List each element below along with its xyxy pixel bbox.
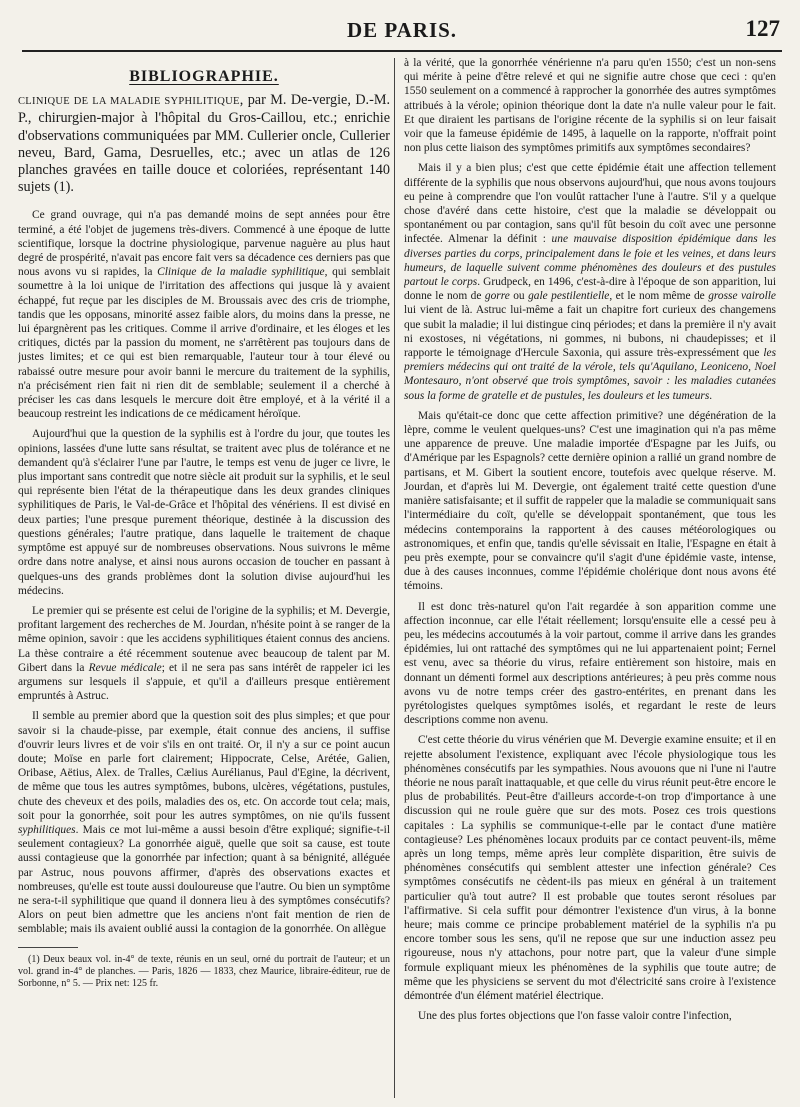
right-body <box>404 56 776 1023</box>
text-run: à la vérité, que la gonorrhée vénérienne n'a paru qu'en 1550; c'est un non-sens qui mérite à peine d'être relevé et qui ne signifie autre chose que ceci : qu'en 1550 seulement on a commencé à rapprocher la gonorrhée des autres symptômes attribués à la vérole; opinion théorique dont la date n'a nulle valeur pour le fait. Et que diraient les partisans de l'origine récente de la syphilis si on leur faisait voir que la fameuse épidémie de 1495, à laquelle on la rapporte, n'offrait point non plus cette liaison des symptômes primitifs aux symptômes secondaires? <box>404 57 776 155</box>
text-run: Aujourd'hui que la question de la syphilis est à l'ordre du jour, que toutes les opinions, lassées d'une lutte sans résultat, se traitent avec plus de tolérance et ne demandent qu'à s'éclairer l'une par l'autre, le temps est venu de juger ce livre, le plus important sans contredit que notre siècle ait produit sur la syphilis, et le seul qui représente bien l'état de la thérapeutique dans les deux grandes cliniques syphilitiques de Paris, le Val-de-Grâce et l'hôpital des vénériens. Il est divisé en deux parties; l'une presque purement théorique, destinée à la discussion des questions générales; l'autre pratique, dans laquelle le traitement de chaque symptôme est appuyé sur de nombreuses observations. Nous suivrons le même ordre dans notre analyse, et ainsi nous aurons occasion de toucher en passant à quelques-uns des grands problèmes dont la solution divise aujourd'hui les médecins. <box>18 428 390 597</box>
footnote: (1) Deux beaux vol. in-4° de texte, réunis en un seul, orné du portrait de l'auteur; et un vol. grand in-4° de planches. — Paris, 1826 — 1833, chez Maurice, libraire-éditeur, rue de Sorbonne, n° 5. — Prix net: 125 fr. <box>18 953 390 989</box>
italic-text: les premiers médecins qui ont traité de la vérole, tels qu'Aquilano, Leoniceno, Noel Montesauro, n'ont observé que trois symptômes, savoir : les maladies cutanées sous la forme de gratelle et de pustules, les douleurs et les tumeurs <box>404 347 776 402</box>
text-run: , et le nom même de <box>609 290 709 303</box>
paragraph <box>404 409 776 594</box>
text-run: Mais il y a bien plus; c'est que cette épidémie était une affection tellement différente de la syphilis que nous observons aujourd'hui, que nous avons toujours eu peine à comprendre que l'on voulût rattacher l'une à l'autre. S'il y a quelque chose d'avéré dans cette histoire, c'est que la maladie se développait ou spontanément ou par contagion, sans qu'il fût besoin du coït avec une personne infectée. Almenar la définit : <box>404 162 776 246</box>
italic-text: Revue médicale <box>88 661 162 674</box>
text-run: C'est cette théorie du virus vénérien que M. Devergie examine ensuite; et il en rejette absolument l'existence, expliquant avec l'école physiologique tous les phénomènes consécutifs par les sympathies. Nous avouons que ni l'une ni l'autre théorie ne nous paraît inattaquable, et que celle du virus réunit peut-être encore le plus de probabilités. Peut-être d'ailleurs accorde-t-on trop d'importance à une discussion qui ne roule guère que sur des mots. Posez ces trois questions capitales : La syphilis se communique-t-elle par le contact d'une matière contagieuse? Les phénomènes locaux produits par ce contact peuvent-ils, même après un long temps, même après leur complète disparition, être suivis de phénomènes consécutifs qui semblent attester une infection générale? Ces symptômes consécutifs ne cèdent-ils pas mieux en général à un traitement particulier qu'à tout autre? Il est probable que toutes seront résolues par l'affirmative. Si cela suffit pour démontrer l'existence d'un virus, à la bonne heure; mais comme ce principe probablement matériel de la syphilis n'a pu encore tomber sous les sens, qu'il ne repose que sur une induction assez peu rigoureuse, nous n'y attachons, pour notre part, que la valeur d'une simple formule expliquant mieux les phénomènes de la syphilis que toute autre; de même que les physiciens se servent du mot d'électricité sans croire à l'existence démontrée d'un élément matériel électrique. <box>404 734 776 1002</box>
paragraph <box>404 161 776 402</box>
text-run: Une des plus fortes objections que l'on fasse valoir contre l'infection, <box>418 1010 732 1023</box>
text-run: . Mais ce mot lui-même a aussi besoin d'être expliqué; signifie-t-il seulement contagieux? La gonorrhée aiguë, quelle que soit sa cause, est toute aussi contagieuse que la gonorrhée par infection; quant à sa bénignité, alléguée par Astruc, nous pouvons affirmer, d'après des observations exactes et nombreuses, qu'elle est toute aussi douloureuse que l'autre. Ou bien un symptôme ne sera-t-il syphilitique que quand il donnera lieu à des symptômes consécutifs? Alors on peut bien admettre que les anciens n'ont fait mention de rien de semblable; mais ils avaient oublié aussi la contagion de la gonorrhée. On allègue <box>18 823 390 936</box>
italic-text: grosse vairolle <box>708 290 776 303</box>
paragraph <box>18 208 390 421</box>
left-column <box>18 56 390 1101</box>
italic-text: syphilitiques <box>18 823 76 836</box>
paragraph <box>18 427 390 597</box>
paragraph <box>404 1009 776 1023</box>
italic-text: une mauvaise disposition épidémique dans les diverses parties du corps, principalement dans le foie et les veines, et dans leurs humeurs, de laquelle suivent comme phénomènes des douleurs et des pustules partout le corps <box>404 233 776 289</box>
book-announcement <box>18 92 390 196</box>
header-rule <box>22 50 782 52</box>
text-run: Il semble au premier abord que la question soit des plus simples; et que pour savoir si la chaude-pisse, par exemple, était connue des anciens, il suffise d'ouvrir leurs livres et de voir s'ils en ont traité. Or, il n'y a sur ce point aucun doute; Moïse en parle fort clairement; Hippocrate, Celse, Arétée, Galien, Oribase, Aëtius, Alex. de Tralles, Cælius Aurélianus, Paul d'Egine, la décrivent, de même que tous les autres symptômes, bubons, ulcères, végétations, pustules, chute des cheveux et des poils, maladies des os, etc. On accorde tout cela; mais, soit pour la gonorrhée, soit pour les autres symptômes, on nie qu'ils fussent <box>18 710 390 822</box>
book-title: CLINIQUE DE LA MALADIE SYPHILITIQUE <box>18 96 240 108</box>
section-title: BIBLIOGRAPHIE. <box>129 68 279 85</box>
footnote-rule <box>18 947 78 948</box>
italic-text: gale pestilentielle <box>528 290 610 303</box>
paragraph <box>404 733 776 1003</box>
page-header <box>22 14 782 48</box>
italic-text: gorre <box>484 290 510 303</box>
paragraph <box>18 709 390 936</box>
paragraph <box>404 600 776 728</box>
running-title: DE PARIS. <box>346 18 458 42</box>
text-run: Il est donc très-naturel qu'on l'ait regardée à son apparition comme une affection inconnue, car elle l'était réellement; lorsqu'ensuite elle a cessé peu à peu, les médecins accoutumés à la voir partout, comme il arrive dans les grandes épidémies, lui ont rattaché des symptômes qui ne lui appartenaient point; Fernel est venu, avec sa théorie du virus, refaire entièrement son histoire, mais en donnant un démenti formel aux descriptions antérieures; à peu près comme nous avons vu de notre temps créer des gastro-entérites, en prenant dans les pyrétologistes quelques symptômes isolés, et regardant le reste de leurs descriptions comme non avenu. <box>404 600 776 727</box>
text-run: . Grudpeck, en 1496, c'est-à-dire à l'époque de son apparition, lui donne le nom de <box>404 276 776 303</box>
text-run: Ce grand ouvrage, qui n'a pas demandé moins de sept années pour être terminé, a été l'objet de jugemens très-divers. Commencé à une époque de lutte scientifique, lorsque la doctrine physiologique, parvenue naguère au plus haut degré de prospérité, n'avait pas encore fait vers sa décadence ces derniers pas que nous avons vu si rapides, la <box>18 209 390 279</box>
right-column <box>404 56 776 1101</box>
text-run: ou <box>509 290 529 303</box>
text-run: , qui semblait soumettre à la loi unique de l'irritation des affections qui jusque là y avaient échappé, fut reçue par les disciples de M. Broussais avec des cris de triomphe, tandis que les opposans, minorité assez faible alors, du moins dans la presse, ne lui épargnèrent pas les critiques. Comme il arrive d'ordinaire, et les éloges et les critiques, dictés par la passion du moment, ne s'arrêtèrent pas toujours dans de justes limites; et ce qui est bien remarquable, l'auteur tour à tour élevé ou rabaissé outre mesure pour avoir banni le mercure du traitement de la syphilis, n'a précisément rien fait ni rien dit de semblable; seulement il a cherché à préciser les cas dans lesquels le mercure doit être employé, et à la vérité il a beaucoup restreint les indications de ce médicament héroïque. <box>18 266 390 421</box>
text-run: Mais qu'était-ce donc que cette affection primitive? une dégénération de la lèpre, comme le veulent quelques-uns? C'est une imagination qui n'a pas même une apparence de preuve. Une maladie importée d'Espagne par les Juifs, ou d'Amérique par les Espagnols? cette dernière opinion a rallié un grand nombre de partisans, et M. Gibert la soutient encore, toutefois avec quelque réserve. M. Jourdan, et d'après lui M. Devergie, ont également traité cette question d'une manière satisfaisante; et il suffit de rappeler que la maladie se communiquait sans l'intermédiaire du coït, qu'elle se développait spontanément, que tous les médecins contemporains la rapportent à des causes météorologiques ou astronomiques, et enfin que, tandis qu'elle sévissait en Italie, l'Espagne en était à peu près exempte, pour se convaincre qu'il s'agit d'une épidémie vaste, intense, due à des causes inconnues, comme l'épidémie cholérique dont nous avons été témoins. <box>404 409 776 593</box>
text-run: ; et il ne sera pas sans intérêt de rappeler ici les argumens sur lesquels il s'appuie, et qu'il a d'ailleurs presque entièrement empruntés à Astruc. <box>18 661 390 703</box>
paragraph <box>18 604 390 703</box>
column-divider <box>394 58 395 1098</box>
text-run: Le premier qui se présente est celui de l'origine de la syphilis; et M. Devergie, profitant largement des recherches de M. Jourdan, n'hésite point à se ranger de la même opinion, savoir : que les accidens syphilitiques étaient connus des anciens. La thèse contraire a été récemment soutenue avec beaucoup de talent par M. Gibert dans la <box>18 604 390 674</box>
paragraph <box>404 56 776 155</box>
left-body <box>18 208 390 936</box>
italic-text: Clinique de la maladie syphilitique <box>157 266 325 279</box>
book-description: , par M. De-vergie, D.-M. P., chirurgien-major à l'hôpital du Gros-Caillou, etc.; enrichie d'observations communiquées par MM. Cullerier oncle, Cullerier neveu, Bard, Gama, Desruelles, etc.; avec un atlas de 126 planches gravées en taille douce et coloriées, représentant 140 sujets (1). <box>18 92 390 196</box>
page-number: 127 <box>745 16 780 41</box>
text-run: lui vient de là. Astruc lui-même a fait un chapitre fort curieux des changemens que subit la maladie; il lui distingue cinq périodes; et dans la première il n'y avait ni exostoses, ni végétations, ni gommes, ni bubons, ni chaudepisses; et il rapporte le témoignage d'Hercule Saxonia, qui assure très-expressément que <box>404 304 776 360</box>
text-run: . <box>709 389 713 402</box>
